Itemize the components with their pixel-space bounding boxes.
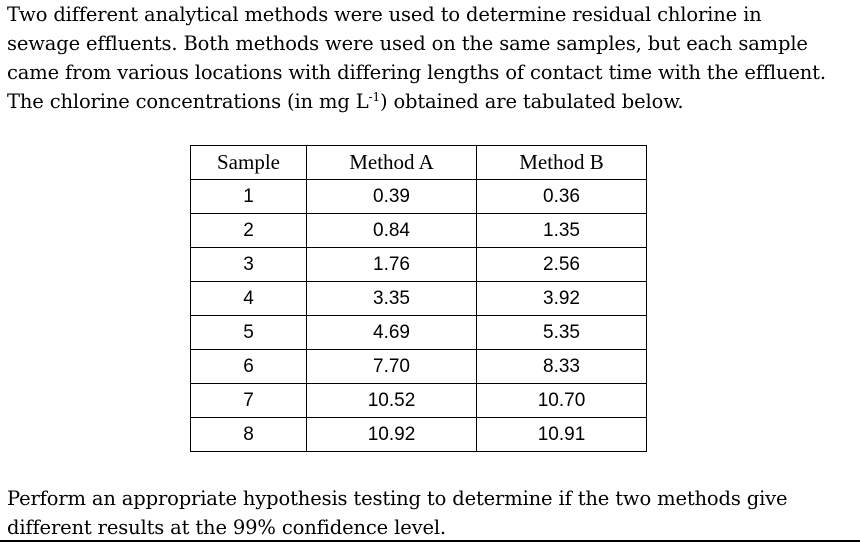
cell-method-a: 3.35 bbox=[307, 282, 477, 316]
cell-method-b: 5.35 bbox=[477, 316, 647, 350]
table-body bbox=[191, 180, 647, 452]
table-header-row bbox=[191, 146, 647, 180]
cell-method-a: 4.69 bbox=[307, 316, 477, 350]
header-method-b: Method B bbox=[477, 146, 647, 180]
table-row bbox=[191, 418, 647, 452]
cell-sample: 4 bbox=[191, 282, 307, 316]
cell-method-a: 10.52 bbox=[307, 384, 477, 418]
question-paragraph bbox=[7, 484, 859, 542]
cell-method-b: 1.35 bbox=[477, 214, 647, 248]
cell-method-b: 10.70 bbox=[477, 384, 647, 418]
intro-line-text: ) obtained are tabulated below. bbox=[379, 90, 684, 113]
cell-method-b: 3.92 bbox=[477, 282, 647, 316]
table-row bbox=[191, 316, 647, 350]
cell-method-b: 10.91 bbox=[477, 418, 647, 452]
table-row bbox=[191, 214, 647, 248]
cell-sample: 5 bbox=[191, 316, 307, 350]
cell-method-a: 1.76 bbox=[307, 248, 477, 282]
cell-method-a: 0.39 bbox=[307, 180, 477, 214]
table-row bbox=[191, 384, 647, 418]
table-row bbox=[191, 248, 647, 282]
cell-method-b: 0.36 bbox=[477, 180, 647, 214]
unit-superscript: -1 bbox=[368, 90, 380, 104]
bottom-divider bbox=[0, 540, 860, 542]
cell-sample: 6 bbox=[191, 350, 307, 384]
cell-sample: 2 bbox=[191, 214, 307, 248]
question-line: Perform an appropriate hypothesis testing to determine if the two methods give bbox=[7, 487, 788, 510]
table-row bbox=[191, 282, 647, 316]
header-sample: Sample bbox=[191, 146, 307, 180]
intro-line: came from various locations with differing lengths of contact time with the effluent. bbox=[7, 61, 826, 84]
intro-line bbox=[7, 87, 859, 116]
intro-line-text: The chlorine concentrations (in mg L bbox=[7, 90, 369, 113]
cell-method-a: 0.84 bbox=[307, 214, 477, 248]
cell-method-a: 7.70 bbox=[307, 350, 477, 384]
cell-method-b: 2.56 bbox=[477, 248, 647, 282]
cell-sample: 1 bbox=[191, 180, 307, 214]
cell-method-b: 8.33 bbox=[477, 350, 647, 384]
cell-method-a: 10.92 bbox=[307, 418, 477, 452]
cell-sample: 8 bbox=[191, 418, 307, 452]
intro-paragraph bbox=[7, 0, 859, 116]
question-line: different results at the 99% confidence level. bbox=[7, 516, 446, 539]
intro-line: sewage effluents. Both methods were used on the same samples, but each sample bbox=[7, 32, 808, 55]
cell-sample: 3 bbox=[191, 248, 307, 282]
table-row bbox=[191, 180, 647, 214]
chlorine-data-table bbox=[190, 145, 647, 452]
header-method-a: Method A bbox=[307, 146, 477, 180]
table-row bbox=[191, 350, 647, 384]
cell-sample: 7 bbox=[191, 384, 307, 418]
intro-line: Two different analytical methods were used to determine residual chlorine in bbox=[7, 3, 762, 26]
